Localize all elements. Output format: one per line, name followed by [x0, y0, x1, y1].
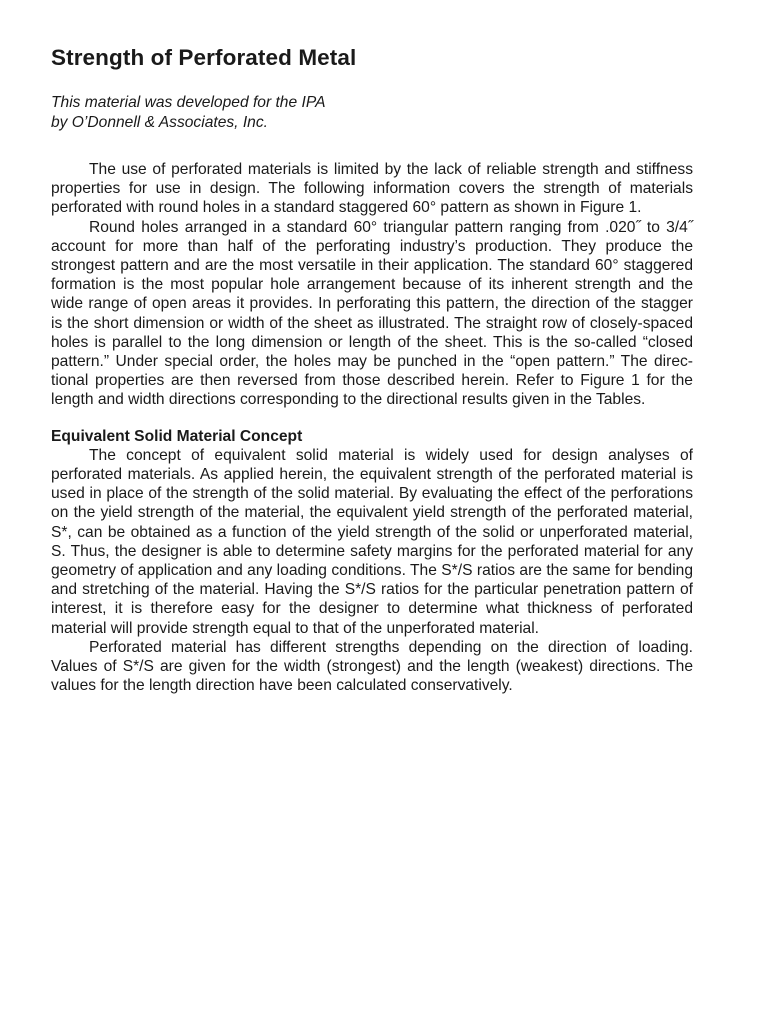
intro-paragraph-1: The use of perforated materials is limited by the lack of reliable strength and stiffness properties for use in design. The following information covers the strength of materials perforated with round holes in a standard staggered 60° pattern as shown in Figure 1.	[51, 161, 693, 217]
section-paragraph-1: The concept of equivalent solid material is widely used for design analyses of perforated materials. As applied herein, the equivalent strength of the perforated material is used in place of the strength of the solid material. By evaluating the effect of the perforations on the yield strength of the material, the equivalent yield strength of the perforated material, S*, can be obtained as a function of the yield strength of the solid or unperforated material, S. Thus, the designer is able to determine safety margins for the perforated material for any geometry of application and any loading conditions. The S*/S ratios are the same for bending and stretching of the material. Having the S*/S ratios for the particular penetration pattern of interest, it is therefore easy for the designer to determine what thickness of perforated material will provide strength equal to that of the unperforated material.	[51, 446, 693, 637]
intro-paragraph-2: Round holes arranged in a standard 60° triangular pattern ranging from .020˝ to 3/4˝ account for more than half of the perforating industry’s production. They produce the strongest pattern and are the most versatile in their application. The standard 60° staggered formation is the most popular hole arrangement because of its inherent strength and the wide range of open areas it provides. In perforating this pattern, the direction of the stagger is the short dimension or width of the sheet as illustrated. The straight row of closely-spaced holes is parallel to the long dimension or length of the sheet. This is the so-called “closed pattern.” Under special order, the holes may be punched in the “open pattern.” The directional properties are then reversed from those described herein. Refer to Figure 1 for the length and width directions corresponding to the directional results given in the Tables.	[51, 218, 693, 409]
byline	[51, 93, 693, 132]
byline-line-2: by O’Donnell & Associates, Inc.	[51, 113, 268, 131]
byline-line-1: This material was developed for the IPA	[51, 94, 326, 111]
document-page	[51, 44, 693, 695]
document-title: Strength of Perforated Metal	[51, 45, 357, 70]
section-paragraph-2: Perforated material has different strengths depending on the direction of loading. Values of S*/S are given for the width (strongest) and the length (weakest) directions. The values for the length direction have been calculated conservatively.	[51, 638, 693, 695]
equivalent-solid-section	[51, 446, 693, 696]
section-heading: Equivalent Solid Material Concept	[51, 427, 303, 445]
intro-section	[51, 160, 693, 410]
